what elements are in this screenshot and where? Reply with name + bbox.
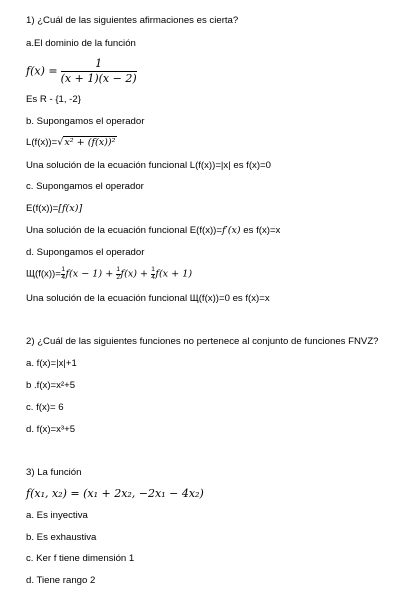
formula-fraction	[61, 58, 137, 85]
q3-formula: f(x₁, x₂) = (x₁ + 2x₂, −2x₁ − 4x₂)	[26, 487, 204, 500]
sqrt-radicand: x² + (f(x))²	[64, 137, 116, 148]
q3-title: 3) La función	[26, 467, 82, 478]
q1-option-b-sentence: Una solución de la ecuación funcional L(f(x))=|x| es f(x)=0	[26, 160, 271, 171]
q1-option-a-label: a.El dominio de la función	[26, 38, 136, 49]
operator-prefix: L(f(x))=	[26, 137, 58, 148]
coef-fraction-3: $\frac{1}{4}$	[151, 266, 155, 281]
q1-option-b-label: b. Supongamos el operador	[26, 116, 145, 127]
formula-lhs: f(x) =	[26, 64, 58, 78]
q3-option-c: c. Ker f tiene dimensión 1	[26, 553, 135, 564]
q2-option-a: a. f(x)=|x|+1	[26, 358, 77, 369]
sentence-post: es f(x)=x	[240, 225, 281, 236]
operator-prefix: E(f(x))=	[26, 203, 59, 214]
q1-option-d-label: d. Supongamos el operador	[26, 247, 145, 258]
q1-option-b-operator	[26, 136, 117, 149]
sentence-math: f′(x)	[221, 225, 241, 236]
q2-option-b: b .f(x)=x²+5	[26, 380, 76, 391]
q3-option-d: d. Tiene rango 2	[26, 575, 96, 586]
q1-option-a-result: Es R - {1, -2}	[26, 94, 81, 105]
q1-option-d-operator	[26, 267, 192, 281]
q1-title: 1) ¿Cuál de las siguientes afirmaciones es cierta?	[26, 15, 239, 26]
q1-option-c-operator	[26, 203, 82, 215]
q1-option-d-sentence: Una solución de la ecuación funcional Щ(f(x))=0 es f(x)=x	[26, 293, 270, 304]
coef-fraction-1: $\frac{1}{4}$	[61, 266, 65, 281]
q2-option-d: d. f(x)=x³+5	[26, 424, 76, 435]
sentence-pre: Una solución de la ecuación funcional E(f(x))=	[26, 225, 222, 236]
q1-option-c-sentence	[26, 225, 280, 237]
q1-option-c-label: c. Supongamos el operador	[26, 181, 144, 192]
fraction-denominator: (x + 1)(x − 2)	[60, 72, 137, 85]
sqrt-sign: √	[57, 137, 64, 148]
operator-formula: [f(x)]	[58, 203, 83, 214]
q2-title: 2) ¿Cuál de las siguientes funciones no pertenece al conjunto de funciones FNVZ?	[26, 336, 379, 347]
term-1: f(x − 1) +	[65, 268, 114, 280]
operator-prefix: Щ(f(x))=	[26, 268, 61, 280]
coef-fraction-2: $\frac{1}{2}$	[116, 266, 121, 281]
q3-option-b: b. Es exhaustiva	[26, 532, 97, 543]
term-3: f(x + 1)	[155, 268, 193, 280]
q1-option-a-formula	[26, 58, 137, 85]
term-2: f(x) +	[120, 268, 149, 280]
q3-option-a: a. Es inyectiva	[26, 510, 88, 521]
q2-option-c: c. f(x)= 6	[26, 402, 64, 413]
fraction-numerator: 1	[61, 58, 137, 72]
